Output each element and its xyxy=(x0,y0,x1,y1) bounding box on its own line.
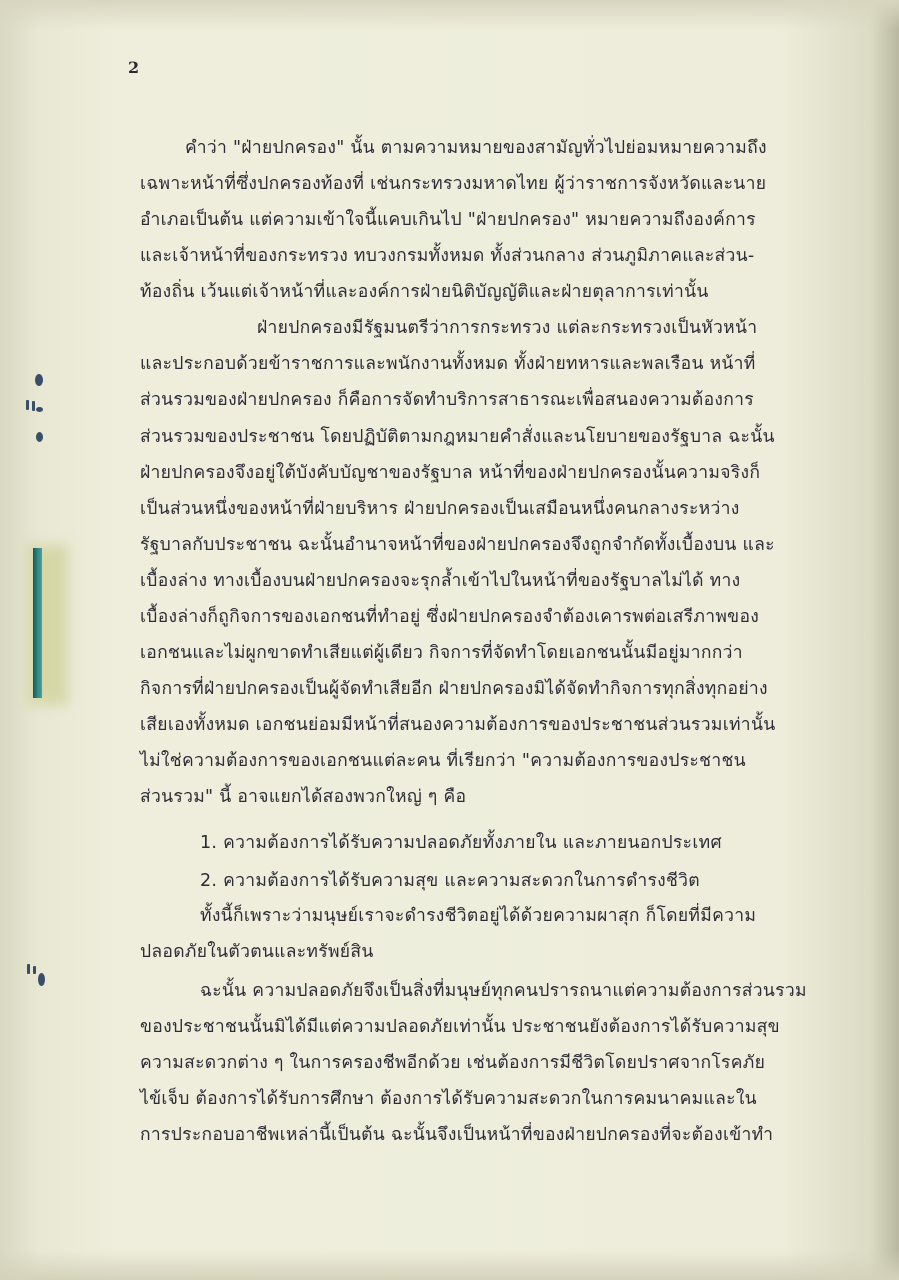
ink-spot xyxy=(36,432,43,442)
binding-strip xyxy=(33,548,42,698)
text-line: และเจ้าหน้าที่ของกระทรวง ทบวงกรมทั้งหมด ทั้งส่วนกลาง ส่วนภูมิภาคและส่วน- xyxy=(140,246,755,266)
text-line: เสียเองทั้งหมด เอกชนย่อมมีหน้าที่สนองความต้องการของประชาชนส่วนรวมเท่านั้น xyxy=(140,715,776,735)
text-line: เบื้องล่างก็ถูกิจการของเอกชนที่ทำอยู่ ซึ่งฝ่ายปกครองจำต้องเคารพต่อเสรีภาพของ xyxy=(140,607,760,627)
ink-spot xyxy=(33,966,36,974)
text-line: เอกชนและไม่ผูกขาดทำเสียแต่ผู้เดียว กิจการที่จัดทำโดยเอกชนนั้นมีอยู่มากกว่า xyxy=(140,643,743,663)
text-line: ความสะดวกต่าง ๆ ในการครองชีพอีกด้วย เช่นต้องการมีชีวิตโดยปราศจากโรคภัย xyxy=(140,1053,766,1073)
text-line: รัฐบาลกับประชาชน ฉะนั้นอำนาจหน้าที่ของฝ่ายปกครองจึงถูกจำกัดทั้งเบื้องบน และ xyxy=(140,535,775,555)
text-line: ไม่ใช่ความต้องการของเอกชนแต่ละคน ที่เรียกว่า "ความต้องการของประชาชน xyxy=(140,751,746,771)
text-line: ส่วนรวม" นี้ อาจแยกได้สองพวกใหญ่ ๆ คือ xyxy=(140,787,467,807)
text-line: ส่วนรวมของประชาชน โดยปฏิบัติตามกฎหมายคำสั่งและนโยบายของรัฐบาล ฉะนั้น xyxy=(140,427,775,447)
text-line: การประกอบอาชีพเหล่านี้เป็นต้น ฉะนั้นจึงเป็นหน้าที่ของฝ่ายปกครองที่จะต้องเข้าทำ xyxy=(140,1125,774,1145)
page-number: 2 xyxy=(128,58,140,77)
text-line: เบื้องล่าง ทางเบื้องบนฝ่ายปกครองจะรุกล้ำเข้าไปในหน้าที่ของรัฐบาลไม่ได้ ทาง xyxy=(140,571,741,591)
text-line: ไข้เจ็บ ต้องการได้รับการศึกษา ต้องการได้รับความสะดวกในการคมนาคมและใน xyxy=(140,1089,757,1109)
text-line: ปลอดภัยในตัวตนและทรัพย์สิน xyxy=(140,942,374,962)
text-line: ฉะนั้น ความปลอดภัยจึงเป็นสิ่งที่มนุษย์ทุกคนปรารถนาแต่ความต้องการส่วนรวม xyxy=(200,981,807,1001)
text-line: ของประชาชนนั้นมิได้มีแต่ความปลอดภัยเท่านั้น ประชาชนยังต้องการได้รับความสุข xyxy=(140,1017,780,1037)
text-line: ทั้งนี้ก็เพราะว่ามนุษย์เราจะดำรงชีวิตอยู่ได้ด้วยความผาสุก ก็โดยที่มีความ xyxy=(200,906,757,926)
text-line: ฝ่ายปกครองจึงอยู่ใต้บังคับบัญชาของรัฐบาล หน้าที่ของฝ่ายปกครองนั้นความจริงก็ xyxy=(140,463,761,483)
ink-spot xyxy=(26,400,29,410)
ink-spot xyxy=(38,973,45,986)
text-line: กิจการที่ฝ่ายปกครองเป็นผู้จัดทำเสียอีก ฝ่ายปกครองมิได้จัดทำกิจการทุกสิ่งทุกอย่าง xyxy=(140,679,768,699)
text-line: เป็นส่วนหนึ่งของหน้าที่ฝ่ายบริหาร ฝ่ายปกครองเป็นเสมือนหนึ่งคนกลางระหว่าง xyxy=(140,499,740,519)
text-line: ฝ่ายปกครองมีรัฐมนตรีว่าการกระทรวง แต่ละกระทรวงเป็นหัวหน้า xyxy=(257,318,758,338)
text-line: ท้องถิ่น เว้นแต่เจ้าหน้าที่และองค์การฝ่ายนิติบัญญัติและฝ่ายตุลาการเท่านั้น xyxy=(140,282,709,302)
text-line: ส่วนรวมของฝ่ายปกครอง ก็คือการจัดทำบริการสาธารณะเพื่อสนองความต้องการ xyxy=(140,390,754,410)
numbered-item: 1. ความต้องการได้รับความปลอดภัยทั้งภายใน และภายนอกประเทศ xyxy=(200,833,722,853)
text-line: คำว่า "ฝ่ายปกครอง" นั้น ตามความหมายของสามัญทั่วไปย่อมหมายความถึง xyxy=(185,138,767,158)
ink-spot xyxy=(32,401,35,411)
text-line: เฉพาะหน้าที่ซึ่งปกครองท้องที่ เช่นกระทรวงมหาดไทย ผู้ว่าราชการจังหวัดและนาย xyxy=(140,174,767,194)
ink-spot xyxy=(35,374,43,386)
text-line: อำเภอเป็นต้น แต่ความเข้าใจนี้แคบเกินไป "ฝ่ายปกครอง" หมายความถึงองค์การ xyxy=(140,210,756,230)
numbered-item: 2. ความต้องการได้รับความสุข และความสะดวกในการดำรงชีวิต xyxy=(200,871,700,891)
ink-spot xyxy=(27,964,30,974)
text-line: และประกอบด้วยข้าราชการและพนักงานทั้งหมด ทั้งฝ่ายทหารและพลเรือน หน้าที่ xyxy=(140,354,756,374)
ink-spot xyxy=(36,407,43,412)
